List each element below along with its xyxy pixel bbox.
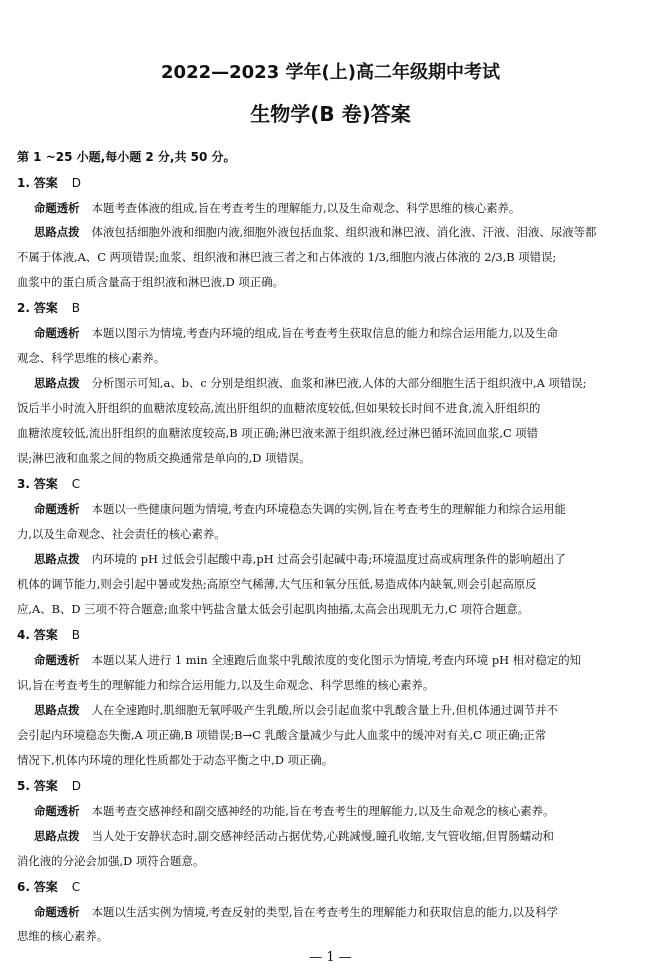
analysis-label: 命题透析: [34, 804, 80, 818]
tips-text: 体液包括细胞外液和细胞内液,细胞外液包括血浆、组织液和淋巴液、消化液、汗液、泪液、尿液等都: [91, 225, 597, 239]
answer-value: C: [71, 880, 81, 894]
analysis-text: 本题以某人进行 1 min 全速跑后血浆中乳酸浓度的变化图示为情境,考查内环境 pH 相对稳定的知: [91, 653, 582, 667]
analysis-line: [34, 326, 558, 340]
analysis-text: 识,旨在考查考生的理解能力和综合运用能力,以及生命观念、科学思维的核心素养。: [17, 678, 435, 692]
tips-line: [34, 225, 596, 239]
tips-text: 机体的调节能力,则会引起中暑或发热;高原空气稀薄,大气压和氧分压低,易造成体内缺氧,则会引起高原反: [17, 577, 537, 591]
tips-text: 情况下,机体内环境的理化性质都处于动态平衡之中,D 项正确。: [17, 753, 334, 767]
analysis-text: 本题考查体液的组成,旨在考查考生的理解能力,以及生命观念、科学思维的核心素养。: [91, 201, 521, 215]
analysis-line: [34, 804, 554, 818]
question-6-header: [17, 880, 80, 894]
analysis-line: [34, 653, 581, 667]
question-5-header: [17, 779, 81, 793]
analysis-text: 本题以图示为情境,考查内环境的组成,旨在考查考生获取信息的能力和综合运用能力,以及生命: [91, 326, 559, 340]
tips-text: 饭后半小时流入肝组织的血糖浓度较高,流出肝组织的血糖浓度较低,但如果较长时间不进食,流入肝组织的: [17, 401, 541, 415]
question-number: 1.: [17, 176, 30, 190]
analysis-label: 命题透析: [34, 653, 80, 667]
analysis-line: [34, 905, 558, 919]
analysis-label: 命题透析: [34, 201, 80, 215]
section-intro: 第 1 ~25 小题,每小题 2 分,共 50 分。: [17, 150, 236, 164]
analysis-label: 命题透析: [34, 905, 80, 919]
question-3-header: [17, 477, 80, 491]
tips-label: 思路点拨: [34, 376, 80, 390]
tips-line: [34, 703, 558, 717]
tips-text: 误;淋巴液和血浆之间的物质交换通常是单向的,D 项错误。: [17, 451, 311, 465]
tips-text: 会引起内环境稳态失衡,A 项正确,B 项错误;B→C 乳酸含量减少与此人血浆中的缓冲对有关,C 项正确;正常: [17, 728, 547, 742]
answer-value: B: [71, 301, 80, 315]
question-number: 6.: [17, 880, 30, 894]
tips-text: 人在全速跑时,肌细胞无氧呼吸产生乳酸,所以会引起血浆中乳酸含量上升,但机体通过调节并不: [91, 703, 559, 717]
answer-label: 答案: [33, 880, 58, 894]
tips-text: 不属于体液,A、C 两项错误;血浆、组织液和淋巴液三者之和占体液的 1/3,细胞内液占体液的 2/3,B 项错误;: [17, 250, 557, 264]
question-1-header: [17, 176, 81, 190]
answer-label: 答案: [33, 779, 58, 793]
question-2-header: [17, 301, 80, 315]
tips-line: [34, 829, 554, 843]
tips-text: 当人处于安静状态时,副交感神经活动占据优势,心跳减慢,瞳孔收缩,支气管收缩,但胃肠蠕动和: [91, 829, 554, 843]
answer-label: 答案: [33, 176, 58, 190]
question-number: 4.: [17, 628, 30, 642]
analysis-text: 观念、科学思维的核心素养。: [17, 351, 166, 365]
answer-value: D: [71, 176, 82, 190]
tips-line: [34, 552, 566, 566]
tips-text: 血糖浓度较低,流出肝组织的血糖浓度较高,B 项正确;淋巴液来源于组织液,经过淋巴循环流回血浆,C 项错: [17, 426, 539, 440]
analysis-label: 命题透析: [34, 326, 80, 340]
tips-line: [34, 376, 586, 390]
question-number: 3.: [17, 477, 30, 491]
analysis-text: 本题考查交感神经和副交感神经的功能,旨在考查考生的理解能力,以及生命观念的核心素养。: [91, 804, 555, 818]
tips-label: 思路点拨: [34, 829, 80, 843]
answer-value: B: [71, 628, 80, 642]
analysis-text: 思维的核心素养。: [17, 929, 109, 943]
analysis-label: 命题透析: [34, 502, 80, 516]
tips-text: 应,A、B、D 三项不符合题意;血浆中钙盐含量太低会引起肌肉抽搐,太高会出现肌无力,C 项符合题意。: [17, 602, 530, 616]
page-number: — 1 —: [309, 950, 352, 965]
analysis-text: 本题以一些健康问题为情境,考查内环境稳态失调的实例,旨在考查考生的理解能力和综合运用能: [91, 502, 566, 516]
tips-text: 内环境的 pH 过低会引起酸中毒,pH 过高会引起碱中毒;环境温度过高或病理条件的影响超出了: [91, 552, 566, 566]
question-number: 2.: [17, 301, 30, 315]
page-title: 2022—2023 学年(上)高二年级期中考试: [161, 62, 500, 83]
tips-text: 消化液的分泌会加强,D 项符合题意。: [17, 854, 205, 868]
answer-value: C: [71, 477, 81, 491]
analysis-line: [34, 201, 520, 215]
question-number: 5.: [17, 779, 30, 793]
answer-label: 答案: [33, 477, 58, 491]
tips-label: 思路点拨: [34, 703, 80, 717]
answer-label: 答案: [33, 628, 58, 642]
answer-label: 答案: [33, 301, 58, 315]
tips-text: 分析图示可知,a、b、c 分别是组织液、血浆和淋巴液,人体的大部分细胞生活于组织液中,A 项错误;: [91, 376, 587, 390]
analysis-line: [34, 502, 566, 516]
answer-value: D: [71, 779, 82, 793]
tips-label: 思路点拨: [34, 225, 80, 239]
page-subtitle: 生物学(B 卷)答案: [250, 102, 411, 126]
tips-text: 血浆中的蛋白质含量高于组织液和淋巴液,D 项正确。: [17, 275, 284, 289]
question-4-header: [17, 628, 80, 642]
analysis-text: 本题以生活实例为情境,考查反射的类型,旨在考查考生的理解能力和获取信息的能力,以及科学: [91, 905, 559, 919]
tips-label: 思路点拨: [34, 552, 80, 566]
analysis-text: 力,以及生命观念、社会责任的核心素养。: [17, 527, 226, 541]
